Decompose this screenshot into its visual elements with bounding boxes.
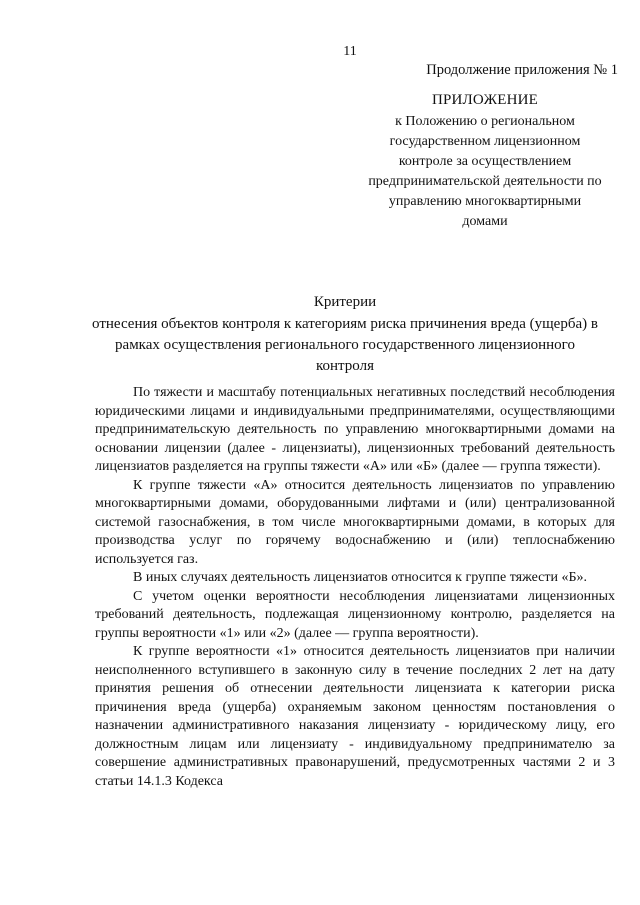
appendix-line: контроле за осуществлением	[398, 154, 572, 169]
appendix-line: государственном лицензионном	[389, 134, 581, 149]
paragraph-group-b: В иных случаях деятельность лицензиатов относится к группе тяжести «Б».	[133, 570, 588, 585]
appendix-line: управлению многоквартирными	[388, 194, 582, 209]
appendix-block	[345, 90, 625, 232]
paragraph-group-a: К группе тяжести «А» относится деятельность лицензиатов по управлению многоквартирными домами, оборудованными лифтами и (или) централизованной системой газоснабжения, в том числе многоквартирными домами, в которых для производства услуг по горячему водоснабжению и (или) теплоснабжению используется газ.	[95, 477, 615, 567]
appendix-heading: ПРИЛОЖЕНИЕ	[431, 92, 539, 108]
appendix-line: домами	[462, 214, 508, 229]
criteria-subtitle-line: контроля	[316, 358, 374, 374]
paragraph-probability-group-1: К группе вероятности «1» относится деятельность лицензиатов при наличии неисполненного вступившего в законную силу в течение последних 2 лет на дату принятия решения об отнесении деятельности лицензиата к категории риска причинения вреда (ущерба) охраняемым законом ценностям постановления о назначении административного наказания лицензиату - юридическому лицу, его должностным лицам или лицензиату - индивидуальному предпринимателю за совершение административных правонарушений, предусмотренных частями 2 и 3 статьи 14.1.3 Кодекса	[95, 644, 615, 789]
paragraph-severity-groups: По тяжести и масштабу потенциальных негативных последствий несоблюдения юридическими лицами и индивидуальными предпринимателями, осуществляющими предпринимательскую деятельность по управлению многоквартирными домами на основании лицензии (далее - лицензиаты), лицензионных требований деятельность лицензиатов разделяется на группы тяжести «А» или «Б» (далее — группа тяжести).	[95, 385, 615, 474]
criteria-subtitle-line: отнесения объектов контроля к категориям риска причинения вреда (ущерба) в	[92, 316, 598, 332]
continuation-label: Продолжение приложения № 1	[426, 62, 618, 78]
criteria-subtitle-line: рамках осуществления регионального государственного лицензионного	[115, 337, 575, 353]
criteria-title: Критерии	[313, 294, 377, 310]
criteria-block	[60, 292, 630, 377]
appendix-line: предпринимательской деятельности по	[368, 174, 602, 189]
appendix-line: к Положению о региональном	[395, 114, 575, 129]
paragraph-probability-groups: С учетом оценки вероятности несоблюдения лицензиатами лицензионных требований деятельность, подлежащая лицензионному контролю, разделяется на группы вероятности «1» или «2» (далее — группа вероятности).	[95, 588, 615, 641]
page-number: 11	[343, 44, 357, 59]
body-text	[95, 384, 615, 791]
